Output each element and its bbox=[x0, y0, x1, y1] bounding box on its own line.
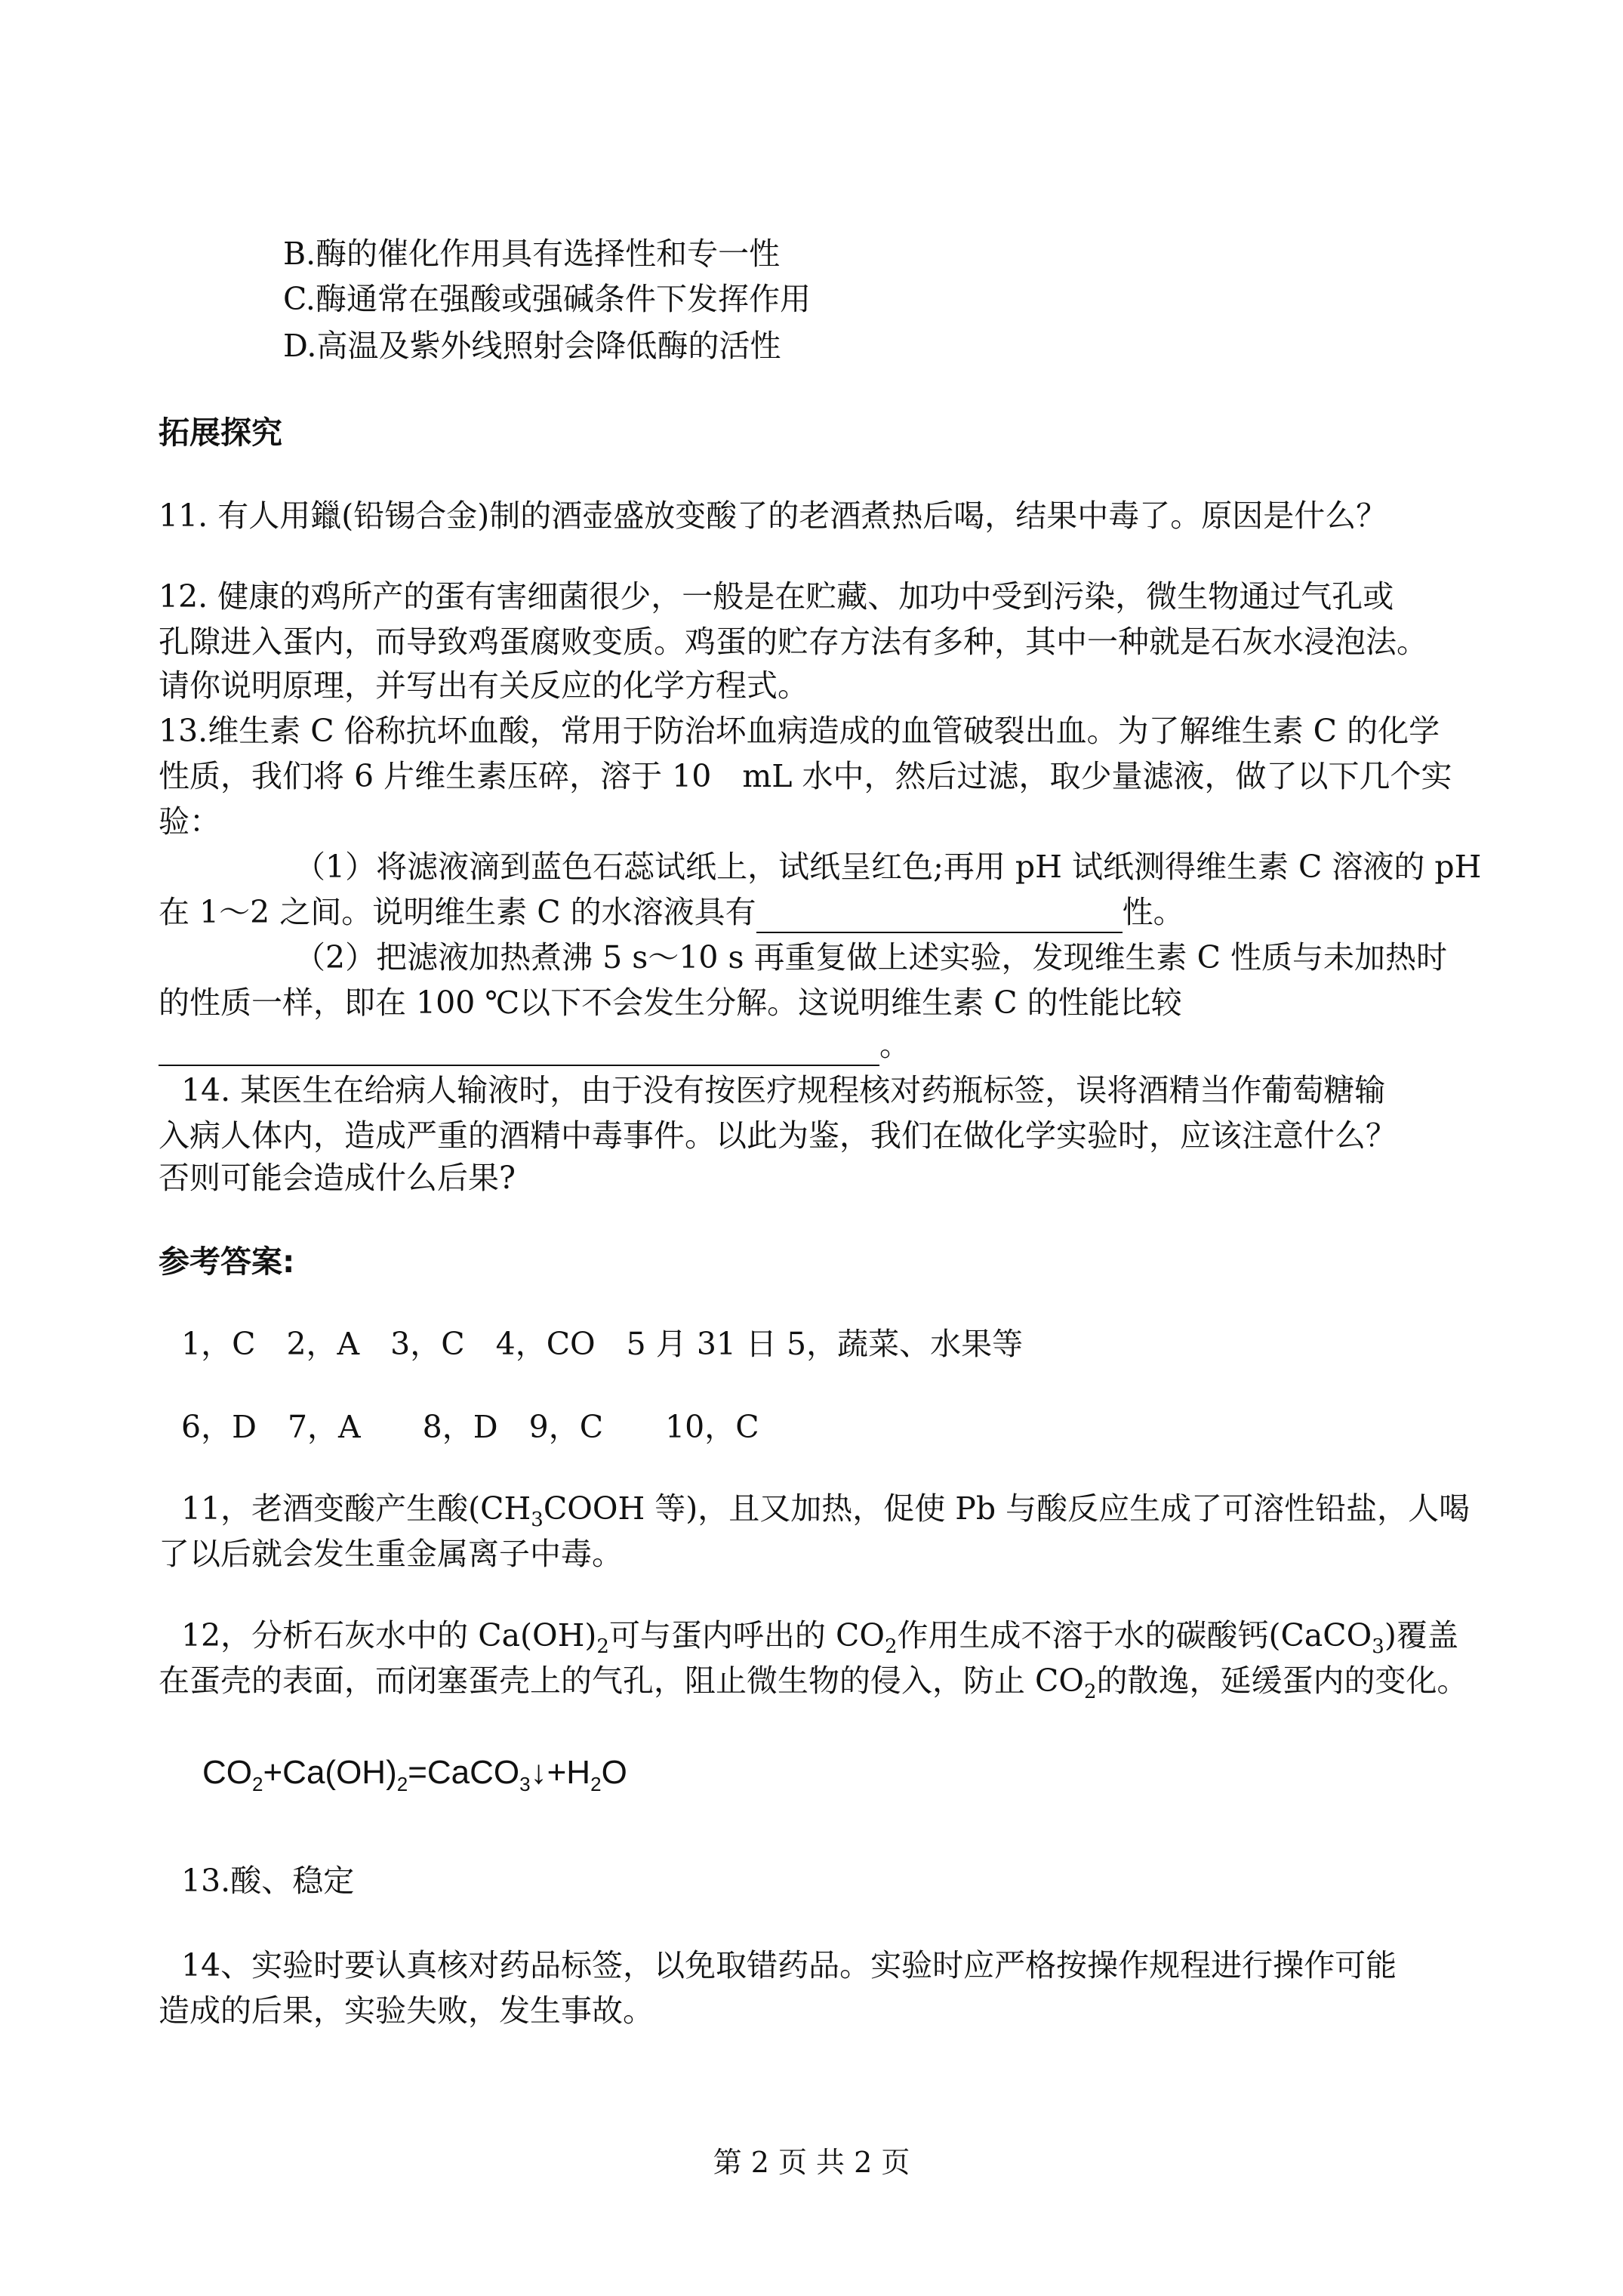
section-heading-extension: 拓展探究 bbox=[159, 415, 282, 451]
answer-12-text-a: 12，分析石灰水中的 Ca(OH) bbox=[181, 1617, 597, 1653]
question-12-line-3: 请你说明原理，并写出有关反应的化学方程式。 bbox=[159, 667, 808, 704]
option-d: D.高温及紫外线照射会降低酶的活性 bbox=[283, 328, 781, 364]
subscript: 2 bbox=[252, 1772, 263, 1795]
answer-11-line-2: 了以后就会发生重金属离子中毒。 bbox=[159, 1536, 623, 1572]
answers-row-1: 1，C 2，A 3，C 4，CO 5 月 31 日 5，蔬菜、水果等 bbox=[181, 1326, 1024, 1362]
answer-14-line-2: 造成的后果，实验失败，发生事故。 bbox=[159, 1992, 654, 2029]
subscript: 2 bbox=[1084, 1681, 1097, 1704]
question-13-line-1: 13.维生素 C 俗称抗坏血酸，常用于防治坏血病造成的血管破裂出血。为了解维生素 C 的化学 bbox=[159, 713, 1440, 749]
question-12-line-2: 孔隙进入蛋内，而导致鸡蛋腐败变质。鸡蛋的贮存方法有多种，其中一种就是石灰水浸泡法。 bbox=[159, 624, 1427, 660]
eq-part: O bbox=[601, 1754, 627, 1791]
question-13-part-2-suffix: 。 bbox=[879, 1027, 910, 1063]
question-13-line-2: 性质，我们将 6 片维生素压碎，溶于 10 mL 水中，然后过滤，取少量滤液，做了以下几个实 bbox=[159, 758, 1452, 794]
option-c: C.酶通常在强酸或强碱条件下发挥作用 bbox=[283, 281, 811, 317]
option-b: B.酶的催化作用具有选择性和专一性 bbox=[283, 236, 781, 272]
question-13-part-1-line-1: （1）将滤液滴到蓝色石蕊试纸上，试纸呈红色;再用 pH 试纸测得维生素 C 溶液的 pH bbox=[294, 849, 1482, 885]
question-12-line-1: 12. 健康的鸡所产的蛋有害细菌很少，一般是在贮藏、加功中受到污染，微生物通过气孔或 bbox=[159, 578, 1394, 615]
subscript: 2 bbox=[884, 1635, 898, 1659]
answer-12-text-d: )覆盖 bbox=[1384, 1617, 1458, 1653]
chemical-equation bbox=[202, 1752, 627, 1805]
question-13-part-2-line-2: 的性质一样，即在 100 ℃以下不会发生分解。这说明维生素 C 的性能比较 bbox=[159, 985, 1182, 1021]
question-13-line-3: 验： bbox=[159, 803, 220, 840]
question-13-part-2-line-3 bbox=[159, 1024, 910, 1066]
answer-11-text-a: 11，老酒变酸产生酸(CH bbox=[181, 1490, 531, 1527]
question-14-line-2: 入病人体内，造成严重的酒精中毒事件。以此为鉴，我们在做化学实验时，应该注意什么？ bbox=[159, 1117, 1397, 1154]
eq-part: ↓+H bbox=[530, 1754, 591, 1791]
answer-12-line-2 bbox=[159, 1660, 1468, 1713]
answers-row-2: 6，D 7，A 8，D 9，C 10，C bbox=[181, 1409, 759, 1445]
subscript: 2 bbox=[590, 1772, 602, 1795]
answer-blank-1[interactable] bbox=[756, 900, 1123, 933]
answer-11-text-b: COOH 等)，且又加热，促使 Pb 与酸反应生成了可溶性铅盐，人喝 bbox=[543, 1490, 1471, 1527]
eq-part: +Ca(OH) bbox=[263, 1754, 397, 1791]
question-14-line-1: 14. 某医生在给病人输液时，由于没有按医疗规程核对药瓶标签，误将酒精当作葡萄糖输 bbox=[181, 1072, 1386, 1108]
page-footer: 第 2 页 共 2 页 bbox=[713, 2146, 910, 2179]
answer-14-line-1: 14、实验时要认真核对药品标签，以免取错药品。实验时应严格按操作规程进行操作可能 bbox=[181, 1947, 1397, 1983]
answer-12-text-f: 的散逸，延缓蛋内的变化。 bbox=[1096, 1663, 1468, 1699]
subscript: 2 bbox=[596, 1635, 609, 1659]
question-14-line-3: 否则可能会造成什么后果? bbox=[159, 1160, 516, 1196]
answer-13: 13.酸、稳定 bbox=[181, 1863, 355, 1899]
question-13-part-2-line-1: （2）把滤液加热煮沸 5 s～10 s 再重复做上述实验，发现维生素 C 性质与未加热时 bbox=[294, 939, 1447, 975]
answer-blank-2[interactable] bbox=[159, 1033, 879, 1066]
question-13-part-1-text: 在 1～2 之间。说明维生素 C 的水溶液具有 bbox=[159, 894, 756, 930]
subscript: 3 bbox=[531, 1509, 544, 1532]
subscript: 3 bbox=[519, 1772, 531, 1795]
answer-12-text-c: 作用生成不溶于水的碳酸钙(CaCO bbox=[897, 1617, 1372, 1653]
subscript: 3 bbox=[1372, 1635, 1384, 1659]
section-heading-answers: 参考答案: bbox=[159, 1244, 295, 1280]
answer-12-text-e: 在蛋壳的表面，而闭塞蛋壳上的气孔，阻止微生物的侵入，防止 CO bbox=[159, 1663, 1085, 1699]
question-11: 11. 有人用鑞(铅锡合金)制的酒壶盛放变酸了的老酒煮热后喝，结果中毒了。原因是什么？ bbox=[159, 498, 1387, 534]
answer-12-text-b: 可与蛋内呼出的 CO bbox=[608, 1617, 885, 1653]
question-13-part-1-line-2 bbox=[159, 891, 1184, 933]
subscript: 2 bbox=[396, 1772, 408, 1795]
question-13-part-1-suffix: 性。 bbox=[1122, 894, 1184, 930]
eq-part: =CaCO bbox=[408, 1754, 520, 1791]
eq-part: CO bbox=[202, 1754, 252, 1791]
